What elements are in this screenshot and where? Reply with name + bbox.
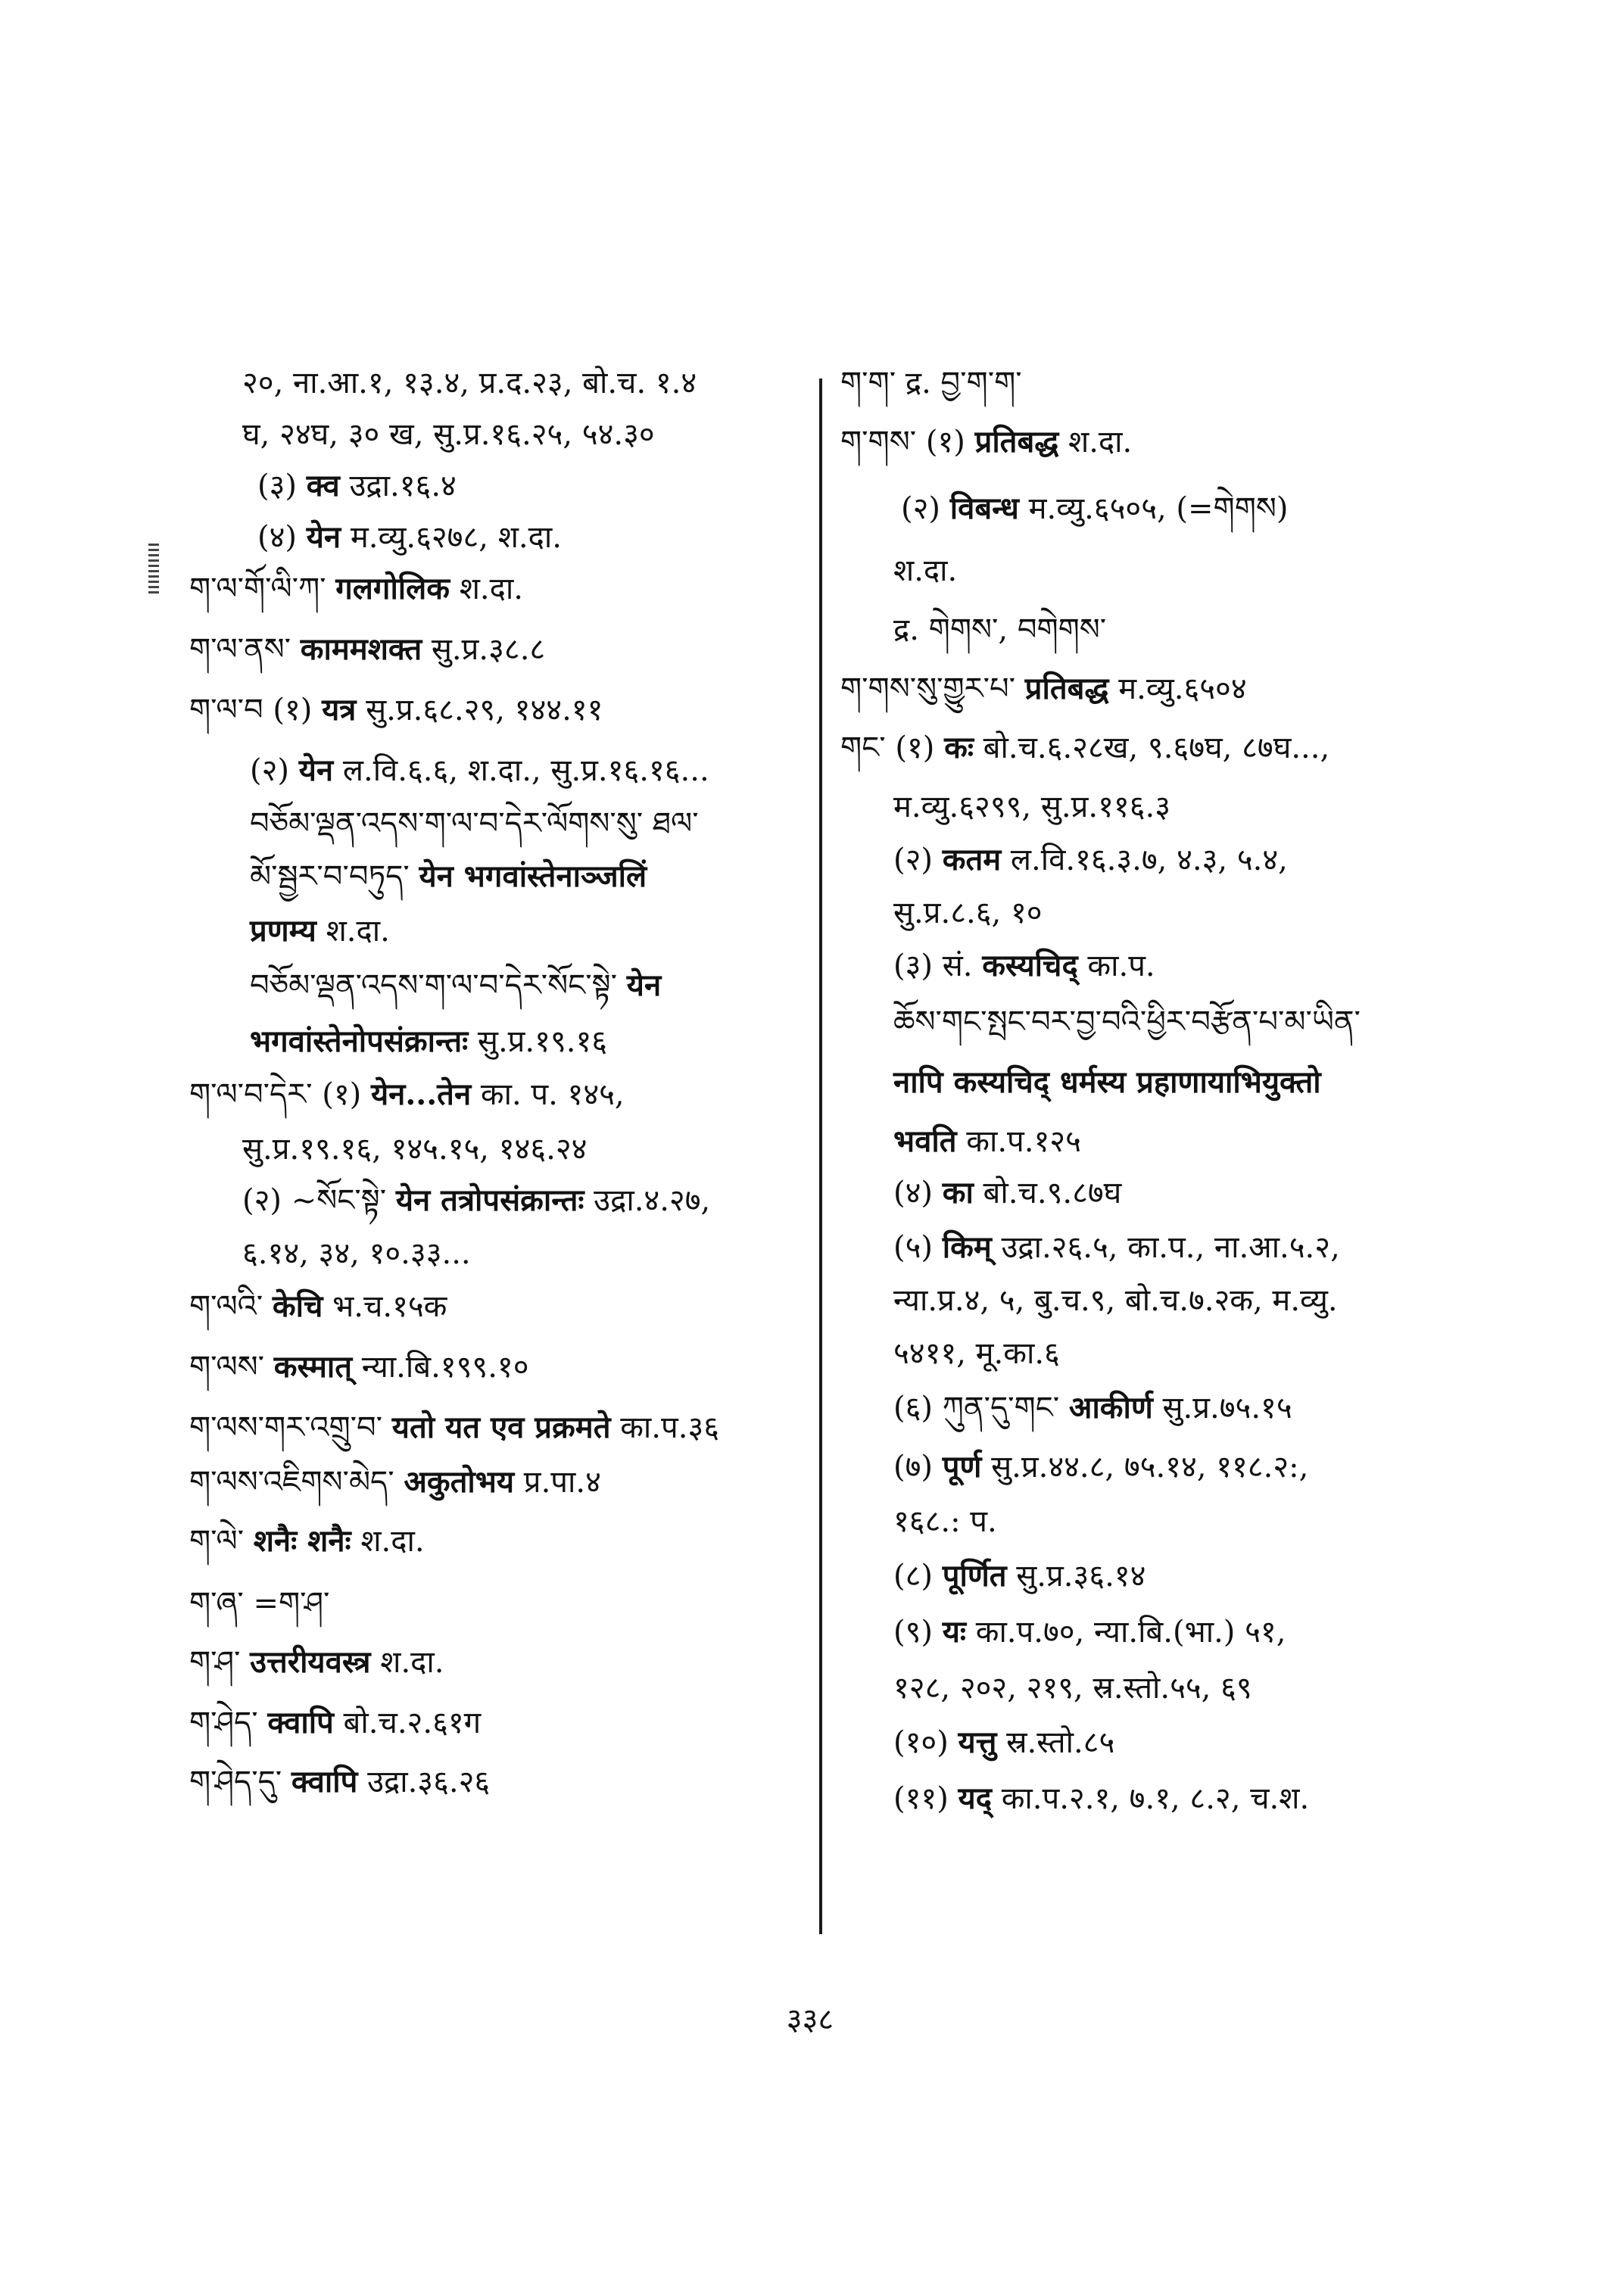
entry-line — [840, 421, 1132, 463]
entry-text: ག་ཤེད་ — [189, 1706, 268, 1740]
entry-text: का.प. — [1077, 949, 1155, 983]
entry-text: ག་ལ་བ་དེར་ (१) — [189, 1077, 371, 1112]
entry-line — [242, 1232, 471, 1275]
entry-line — [189, 1407, 719, 1449]
entry-text: ག་གས་ (१) — [840, 425, 975, 460]
entry-text: उद्रा.३६.२६ — [357, 1765, 491, 1799]
entry-line — [189, 1461, 601, 1503]
entry-text: स्र.स्तो.८५ — [996, 1725, 1115, 1760]
sanskrit-term: क्व — [306, 468, 340, 503]
entry-line — [893, 839, 1288, 881]
entry-text: ག་ཤེད་དུ་ — [189, 1765, 291, 1799]
entry-text: (७) — [893, 1450, 943, 1485]
sanskrit-term: यद् — [958, 1781, 992, 1816]
entry-text: बो.च.२.६१ग — [333, 1706, 482, 1740]
entry-line — [189, 1073, 625, 1116]
sanskrit-term: पूर्ण — [942, 1449, 982, 1485]
entry-text: सु.प्र.४४.८, ७५.१४, ११८.२:, — [981, 1450, 1309, 1485]
sanskrit-term: किम् — [942, 1229, 992, 1265]
entry-line — [189, 568, 523, 610]
entry-text: न्या.प्र.४, ५, बु.च.९, बो.च.७.२क, म.व्यु. — [893, 1283, 1338, 1318]
sanskrit-term: क्वापि — [291, 1764, 358, 1799]
entry-text: १२८, २०२, २१९, स्र.स्तो.५५, ६९ — [893, 1671, 1252, 1706]
sanskrit-term: क्वापि — [267, 1705, 334, 1740]
entry-text: उद्रा.१६.४ — [339, 469, 457, 503]
entry-text: १६८.: प. — [893, 1504, 997, 1539]
entry-text: सु.प्र.७५.१५ — [1152, 1391, 1292, 1425]
entry-text: श.दा. — [450, 572, 523, 606]
entry-line — [893, 945, 1155, 987]
sanskrit-term: आकीर्ण — [1068, 1390, 1153, 1425]
entry-line — [893, 1332, 1060, 1375]
sanskrit-term: प्रतिबद्ध — [1024, 671, 1109, 706]
entry-line — [250, 1020, 607, 1063]
entry-text: (८) — [893, 1559, 943, 1594]
sanskrit-term: केचि — [272, 1288, 323, 1324]
entry-text: बो.च.६.२८ख, ९.६७घ, ८७घ..., — [973, 731, 1330, 765]
entry-line — [893, 1001, 1361, 1043]
entry-text: ६.१४, ३४, १०.३३... — [242, 1236, 471, 1271]
sanskrit-term: विबन्ध — [949, 491, 1019, 526]
entry-line — [242, 362, 697, 404]
entry-text: म.व्यु.६२७८, श.दा. — [341, 520, 562, 555]
entry-line — [840, 668, 1247, 710]
entry-text: ག་ཞ་ =ག་ཤ་ — [189, 1586, 330, 1621]
entry-text: घ, २४घ, ३० ख, सु.प्र.१६.२५, ५४.३० — [242, 417, 655, 452]
entry-line — [893, 1721, 1114, 1764]
entry-line — [893, 786, 1170, 828]
entry-text: ག་ལའི་ — [189, 1289, 273, 1324]
entry-text: ག་ལས་འཇིགས་མེད་ — [189, 1465, 404, 1500]
sanskrit-term: काममशक्त — [300, 631, 422, 667]
entry-text: बो.च.९.८७घ — [973, 1176, 1122, 1210]
entry-text: २०, ना.आ.१, १३.४, प्र.द.२३, बो.च. १.४ — [242, 366, 697, 400]
entry-text: (१०) — [893, 1725, 959, 1760]
sanskrit-term: शनैः शनैः — [253, 1523, 351, 1559]
entry-text: सु.प्र.३८.८ — [422, 632, 546, 667]
sanskrit-term: येन — [298, 752, 334, 788]
sanskrit-term: येन...तेन — [370, 1076, 472, 1112]
entry-line — [189, 628, 545, 671]
sanskrit-term: भगवांस्तेनोपसंक्रान्तः — [250, 1023, 469, 1059]
entry-text: प्र.पा.४ — [514, 1465, 601, 1500]
entry-line — [893, 1446, 1308, 1488]
entry-line — [189, 1346, 529, 1388]
entry-text: ག་ག་ द्र. བྱ་ག་ག་ — [840, 366, 1022, 400]
entry-text: का.प.३६ — [610, 1410, 720, 1445]
entry-text: का.प.७०, न्या.बि.(भा.) ५१, — [966, 1615, 1286, 1650]
sanskrit-term: उत्तरीयवस्त्र — [250, 1644, 371, 1680]
entry-text: ག་གས་སུ་གྱུར་པ་ — [840, 671, 1025, 706]
sanskrit-term: येन भगवांस्तेनाञ्जलिं — [419, 858, 647, 894]
entry-line — [250, 855, 647, 898]
sanskrit-term: भवति — [893, 1123, 957, 1159]
entry-text: श.दा. — [893, 553, 958, 588]
entry-text: श.दा. — [316, 914, 390, 949]
entry-text: (९) — [893, 1615, 943, 1650]
entry-line — [893, 1279, 1338, 1322]
entry-line — [893, 1226, 1340, 1269]
entry-line — [250, 802, 699, 845]
entry-text: उद्रा.२६.५, का.प., ना.आ.५.२, — [991, 1230, 1340, 1265]
sanskrit-term: गलगोलिक — [335, 571, 450, 606]
sanskrit-term: नापि कस्यचिद् धर्मस्य प्रहाणायाभियुक्तो — [893, 1064, 1321, 1100]
entry-text: म.व्यु.६२९९, सु.प्र.११६.३ — [893, 790, 1171, 824]
entry-line — [893, 609, 1106, 651]
entry-text: श.दा. — [370, 1645, 444, 1680]
entry-line — [189, 1582, 329, 1625]
entry-text: ल.वि.१६.३.७, ४.३, ५.४, — [1001, 843, 1288, 877]
page-number: ३३८ — [786, 2002, 834, 2037]
entry-line — [250, 910, 390, 952]
entry-line — [893, 1500, 997, 1543]
entry-line — [893, 1777, 1309, 1820]
entry-line — [242, 413, 655, 456]
entry-text: (२) — [893, 843, 943, 877]
entry-text: གང་ (१) — [840, 731, 945, 765]
entry-text: सु.प्र.१९.१६, १४५.१५, १४६.२४ — [242, 1132, 588, 1167]
sanskrit-term: अकुतोभय — [404, 1464, 515, 1500]
entry-text: ག་ཤ་ — [189, 1645, 251, 1680]
entry-text: (३) — [257, 469, 307, 503]
entry-line — [242, 1179, 710, 1222]
entry-text: श.दा. — [351, 1524, 425, 1559]
entry-text: (५) — [893, 1230, 943, 1265]
entry-line — [893, 1172, 1121, 1214]
entry-line — [840, 362, 1022, 404]
entry-text: का. प. १४५, — [471, 1077, 625, 1112]
entry-text: भ.च.१५क — [323, 1289, 447, 1324]
entry-text: ག་ལས་གར་འགྲུ་བ་ — [189, 1410, 392, 1445]
entry-line — [189, 1285, 447, 1328]
sanskrit-term: यत्तु — [958, 1724, 997, 1760]
margin-mark — [148, 544, 159, 597]
entry-line — [893, 1611, 1286, 1653]
entry-text: (११) — [893, 1781, 959, 1816]
sanskrit-term: प्रतिबद्ध — [974, 424, 1059, 460]
entry-text: (२) ~སོང་སྟེ་ — [242, 1183, 396, 1218]
entry-text: का.प.२.१, ७.१, ८.२, च.श. — [991, 1781, 1310, 1816]
entry-text: श.दा. — [1058, 425, 1133, 460]
entry-line — [257, 465, 457, 507]
entry-text: (६) ཀུན་དུ་གང་ — [893, 1391, 1069, 1425]
sanskrit-term: यः — [942, 1614, 967, 1650]
entry-line — [189, 1641, 444, 1684]
entry-text: (३) सं. — [893, 949, 983, 983]
sanskrit-term: कस्यचिद् — [982, 948, 1078, 983]
entry-text: ल.वि.६.६, श.दा., सु.प्र.१६.१६... — [333, 753, 709, 788]
entry-line — [189, 689, 603, 731]
entry-text: (२) — [901, 491, 950, 526]
sanskrit-term: का — [942, 1175, 974, 1210]
entry-text: (२) — [250, 753, 299, 788]
entry-line — [250, 749, 709, 792]
entry-text: म.व्यु.६५०५, (=གེགས) — [1018, 491, 1289, 526]
entry-text: (४) — [893, 1176, 943, 1210]
entry-line — [242, 1128, 587, 1170]
entry-line — [840, 727, 1329, 769]
entry-line — [257, 516, 562, 559]
entry-text: ག་ལ་ནས་ — [189, 632, 301, 667]
entry-text: का.प.१२५ — [956, 1124, 1081, 1159]
entry-text: उद्रा.४.२७, — [584, 1183, 711, 1218]
entry-line — [893, 550, 957, 592]
entry-text: न्या.बि.१९९.१० — [352, 1350, 529, 1385]
entry-text: (४) — [257, 520, 307, 555]
sanskrit-term: यत्र — [322, 692, 357, 727]
sanskrit-term: कतम — [942, 842, 1002, 877]
sanskrit-term: येन — [306, 519, 341, 555]
sanskrit-term: प्रणम्य — [250, 913, 316, 949]
entry-text: सु.प्र.८.६, १० — [893, 896, 1043, 930]
entry-text: ཆོས་གང་སྤང་བར་བྱ་བའི་ཕྱིར་བརྩོན་པ་མ་ཡིན་ — [893, 1005, 1361, 1039]
entry-text: सु.प्र.१९.१६ — [468, 1024, 608, 1059]
entry-text: सु.प्र.३६.१४ — [1006, 1559, 1146, 1594]
entry-text: म.व्यु.६५०४ — [1108, 671, 1247, 706]
entry-line — [189, 1702, 481, 1744]
sanskrit-term: येन — [626, 967, 662, 1003]
entry-text: བཅོམ་ལྡན་འདས་ག་ལ་བ་དེར་ལོགས་སུ་ ཐལ་ — [250, 806, 699, 841]
entry-text: ५४११, मू.का.६ — [893, 1336, 1060, 1371]
entry-text: བཅོམ་ལྡན་འདས་ག་ལ་བ་དེར་སོང་སྟེ་ — [250, 968, 627, 1003]
entry-line — [893, 892, 1043, 934]
sanskrit-term: कः — [944, 730, 974, 765]
sanskrit-term: कस्मात् — [273, 1349, 353, 1385]
entry-line — [893, 1667, 1252, 1709]
entry-line — [189, 1520, 425, 1562]
entry-text: द्र. གེགས་, བགེགས་ — [893, 612, 1107, 647]
entry-line — [901, 488, 1288, 530]
entry-line — [189, 1761, 490, 1803]
entry-text: सु.प्र.६८.२९, १४४.११ — [356, 693, 603, 727]
sanskrit-term: पूर्णित — [942, 1558, 1007, 1594]
sanskrit-term: येन तत्रोपसंक्रान्तः — [395, 1182, 584, 1218]
entry-line — [893, 1387, 1292, 1429]
entry-text: མོ་སྦྱར་བ་བཏུད་ — [250, 859, 419, 894]
entry-text: ག་ལ་བ (१) — [189, 693, 323, 727]
entry-line — [250, 964, 661, 1007]
entry-text: ག་ལེ་ — [189, 1524, 254, 1559]
entry-line — [893, 1120, 1081, 1163]
column-divider — [819, 379, 822, 1934]
entry-line — [893, 1061, 1321, 1104]
entry-text: ག་ལས་ — [189, 1350, 274, 1385]
entry-line — [893, 1555, 1146, 1597]
entry-text: ག་ལ་གོ་ལི་ཀ་ — [189, 572, 336, 606]
sanskrit-term: यतो यत एव प्रक्रमते — [391, 1410, 611, 1445]
